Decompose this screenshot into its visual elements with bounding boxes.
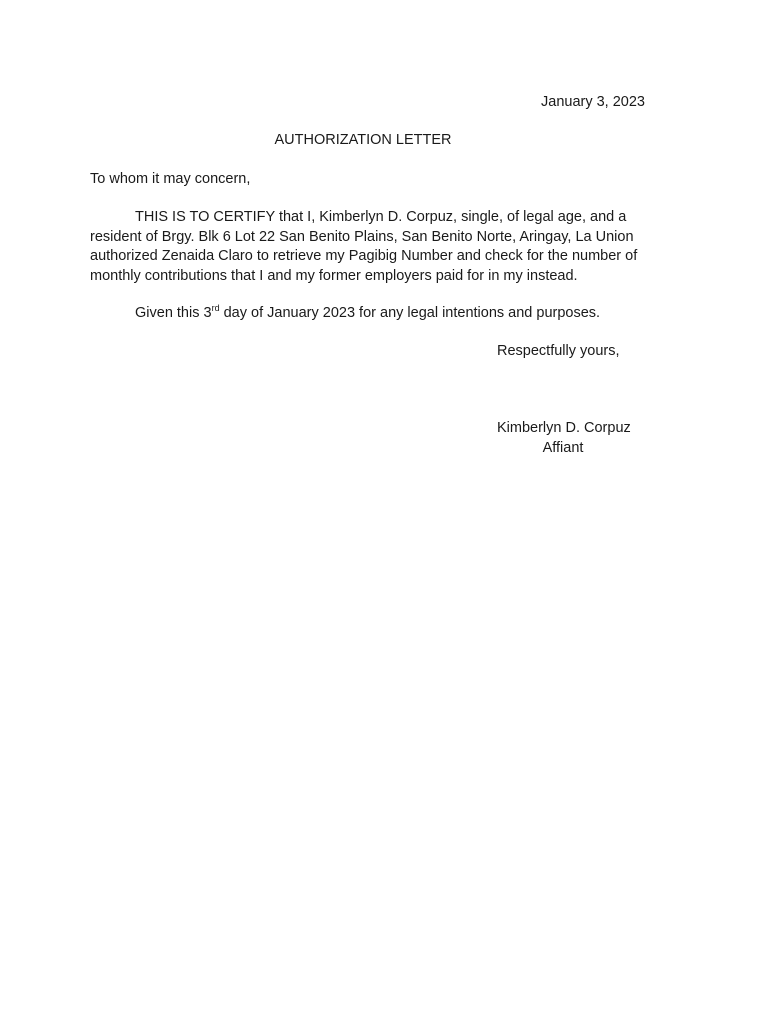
body-line: monthly contributions that I and my former employers paid for in my instead.: [90, 267, 578, 284]
signatory-name: Kimberlyn D. Corpuz: [497, 420, 631, 436]
signature-block: [497, 419, 629, 458]
signatory-title: Affiant: [542, 439, 584, 456]
letter-date: January 3, 2023: [541, 94, 645, 110]
body-line: authorized Zenaida Claro to retrieve my Pagibig Number and check for the number of: [90, 248, 638, 264]
given-statement: [135, 304, 600, 324]
given-suffix: day of January 2023 for any legal intentions and purposes.: [219, 305, 601, 321]
salutation: To whom it may concern,: [90, 171, 251, 187]
closing: Respectfully yours,: [497, 343, 620, 359]
body-paragraph: [90, 208, 690, 286]
ordinal-superscript: rd: [211, 303, 220, 314]
body-line: THIS IS TO CERTIFY that I, Kimberlyn D. Corpuz, single, of legal age, and a: [135, 209, 627, 225]
body-line: resident of Brgy. Blk 6 Lot 22 San Benito Plains, San Benito Norte, Aringay, La Union: [90, 228, 634, 245]
given-prefix: Given this 3: [135, 305, 212, 321]
letter-title: AUTHORIZATION LETTER: [274, 132, 452, 148]
